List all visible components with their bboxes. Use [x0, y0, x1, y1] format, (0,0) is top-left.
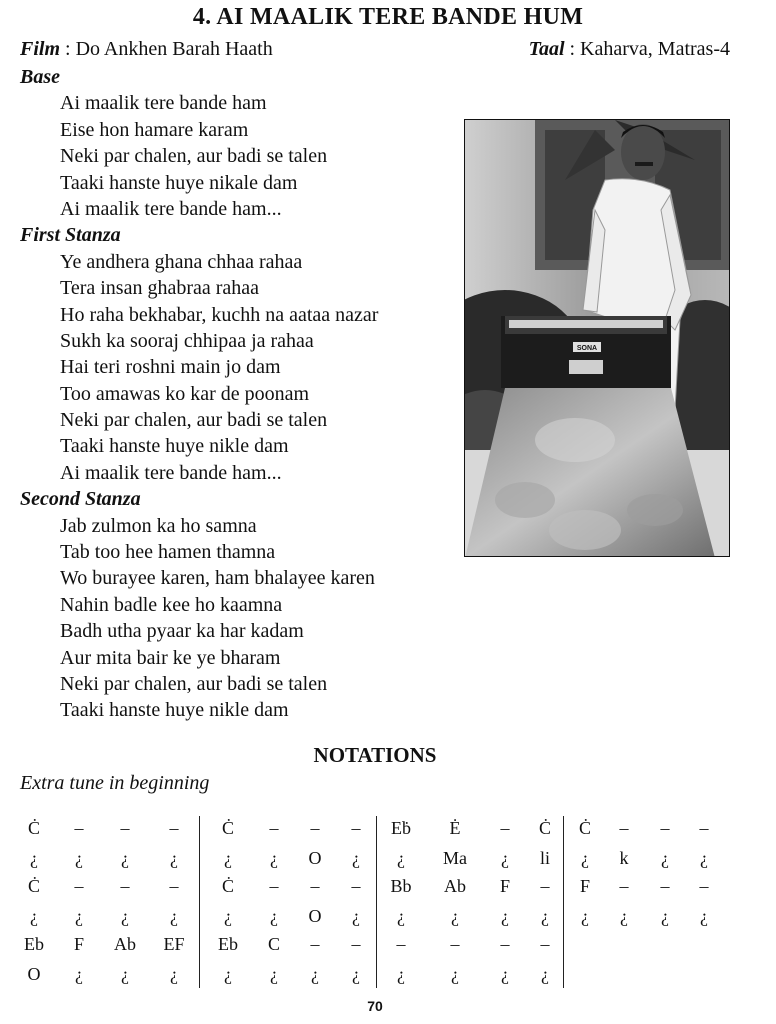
- notation-cell: –: [310, 818, 320, 838]
- film-info: [20, 38, 273, 61]
- notation-cell: Ab: [444, 876, 466, 896]
- lyric-line: Ai maalik tere bande ham...: [60, 461, 282, 484]
- notation-cell: Eb: [24, 934, 44, 954]
- notation-cell: –: [351, 934, 361, 954]
- lyric-line: Nahin badle kee ho kaamna: [60, 593, 283, 616]
- notation-cell: ¿: [352, 964, 360, 984]
- page-number: 70: [367, 998, 383, 1014]
- notation-cell: ¿: [397, 906, 405, 926]
- notation-cell: ¿: [170, 848, 178, 868]
- notation-cell: –: [396, 934, 406, 954]
- lyric-line: Badh utha pyaar ka har kadam: [60, 620, 304, 643]
- notation-cell: –: [699, 818, 709, 838]
- notation-cell: –: [699, 876, 709, 896]
- notation-cell: k: [619, 848, 629, 868]
- notation-cell: ¿: [661, 906, 669, 926]
- notation-cell: –: [500, 818, 510, 838]
- notation-cell: ¿: [397, 848, 405, 868]
- lyric-line: Tera insan ghabraa rahaa: [60, 277, 260, 300]
- notation-cell: EF: [163, 934, 185, 954]
- notation-cell: –: [310, 934, 320, 954]
- harmonium-player-photo: [464, 119, 730, 557]
- notation-cell: –: [540, 934, 550, 954]
- notation-cell: ¿: [224, 906, 232, 926]
- notation-cell: –: [450, 934, 460, 954]
- notation-cell: F: [579, 876, 590, 896]
- notation-cell: –: [660, 876, 670, 896]
- notation-cell: –: [120, 818, 130, 838]
- notation-cell: Bb: [390, 876, 412, 896]
- notation-cell: –: [351, 818, 361, 838]
- notation-cell: –: [74, 818, 84, 838]
- notation-cell: ¿: [541, 906, 549, 926]
- notation-cell: ¿: [170, 964, 178, 984]
- lyric-line: Tab too hee hamen thamna: [60, 541, 276, 564]
- section-heading: Base: [20, 66, 60, 88]
- lyric-line: Aur mita bair ke ye bharam: [60, 646, 281, 669]
- film-label: Film: [20, 38, 61, 60]
- notation-cell: Ċ: [221, 876, 234, 896]
- notation-cell: ¿: [700, 906, 708, 926]
- notation-cell: ¿: [700, 848, 708, 868]
- lyric-line: Neki par chalen, aur badi se talen: [60, 409, 328, 432]
- notation-cell: –: [120, 876, 130, 896]
- notation-grid: [0, 816, 776, 992]
- lyric-line: Jab zulmon ka ho samna: [60, 514, 257, 537]
- notation-cell: ¿: [352, 848, 360, 868]
- notation-cell: ¿: [270, 848, 278, 868]
- notations-heading: NOTATIONS: [313, 743, 437, 767]
- notations-subtitle: Extra tune in beginning: [20, 772, 210, 794]
- notation-cell: F: [499, 876, 510, 896]
- lyric-line: Sukh ka sooraj chhipaa ja rahaa: [60, 329, 314, 352]
- song-title: 4. AI MAALIK TERE BANDE HUM: [192, 4, 584, 30]
- notation-cell: –: [169, 876, 179, 896]
- notation-cell: ¿: [620, 906, 628, 926]
- notation-cell: ¿: [75, 964, 83, 984]
- harmonium-brand-label: SONA: [576, 345, 598, 352]
- notation-cell: ¿: [270, 906, 278, 926]
- notation-cell: Ċ: [538, 818, 551, 838]
- notation-cell: O: [308, 848, 322, 868]
- notation-cell: –: [269, 818, 279, 838]
- notation-cell: ¿: [170, 906, 178, 926]
- notation-cell: –: [351, 876, 361, 896]
- notation-cell: Ma: [443, 848, 467, 868]
- notation-cell: –: [500, 934, 510, 954]
- notation-cell: ¿: [224, 964, 232, 984]
- notation-cell: ¿: [75, 906, 83, 926]
- film-value: : Do Ankhen Barah Haath: [60, 38, 273, 60]
- notation-cell: ¿: [121, 848, 129, 868]
- notation-cell: ¿: [121, 906, 129, 926]
- notation-cell: ¿: [75, 848, 83, 868]
- notation-cell: –: [310, 876, 320, 896]
- notation-cell: ¿: [501, 848, 509, 868]
- lyric-line: Hai teri roshni main jo dam: [60, 356, 281, 379]
- notation-cell: –: [540, 876, 550, 896]
- lyric-line: Eise hon hamare karam: [60, 118, 249, 141]
- notation-cell: O: [308, 906, 322, 926]
- notation-cell: O: [27, 964, 41, 984]
- taal-label: Taal: [528, 38, 565, 60]
- notation-cell: ¿: [581, 848, 589, 868]
- notation-cell: ¿: [121, 964, 129, 984]
- notation-cell: C: [267, 934, 280, 954]
- lyric-line: Taaki hanste huye nikale dam: [60, 171, 298, 194]
- lyrics-block: [20, 64, 460, 724]
- notation-cell: ¿: [311, 964, 319, 984]
- section-heading: Second Stanza: [20, 488, 141, 511]
- lyric-line: Too amawas ko kar de poonam: [60, 382, 310, 405]
- taal-info: [529, 38, 730, 61]
- lyric-line: Ho raha bekhabar, kuchh na aataa nazar: [60, 303, 379, 326]
- notation-cell: Ċ: [221, 818, 234, 838]
- notation-cell: ¿: [661, 848, 669, 868]
- notation-cell: –: [660, 818, 670, 838]
- lyric-line: Wo burayee karen, ham bhalayee karen: [60, 567, 375, 590]
- notation-cell: –: [619, 876, 629, 896]
- notation-cell: –: [269, 876, 279, 896]
- section-heading: First Stanza: [20, 224, 121, 247]
- taal-value: : Kaharva, Matras-4: [564, 38, 730, 60]
- notation-cell: ¿: [451, 964, 459, 984]
- notation-cell: –: [74, 876, 84, 896]
- notation-cell: ¿: [581, 906, 589, 926]
- notation-cell: ¿: [224, 848, 232, 868]
- notation-cell: ¿: [397, 964, 405, 984]
- lyric-line: Ai maalik tere bande ham...: [60, 197, 282, 220]
- notation-cell: ¿: [30, 906, 38, 926]
- notation-cell: ¿: [451, 906, 459, 926]
- lyric-line: Ai maalik tere bande ham: [60, 92, 267, 115]
- notation-cell: Ė: [449, 818, 461, 838]
- notation-cell: ¿: [541, 964, 549, 984]
- lyric-line: Neki par chalen, aur badi se talen: [60, 145, 328, 168]
- notation-cell: Ċ: [27, 818, 40, 838]
- lyric-line: Neki par chalen, aur badi se talen: [60, 672, 328, 695]
- lyric-line: Taaki hanste huye nikle dam: [60, 435, 289, 458]
- notation-cell: ¿: [501, 906, 509, 926]
- notation-cell: Eḃ: [391, 818, 411, 838]
- lyric-line: Ye andhera ghana chhaa rahaa: [60, 250, 303, 273]
- notation-cell: –: [169, 818, 179, 838]
- notation-cell: –: [619, 818, 629, 838]
- notation-cell: li: [539, 848, 550, 868]
- notation-cell: Ċ: [27, 876, 40, 896]
- notation-cell: ¿: [270, 964, 278, 984]
- notation-cell: Eb: [218, 934, 238, 954]
- notation-cell: F: [73, 934, 84, 954]
- notation-cell: Ċ: [578, 818, 591, 838]
- notation-cell: ¿: [501, 964, 509, 984]
- notation-cell: ¿: [352, 906, 360, 926]
- notation-cell: ¿: [30, 848, 38, 868]
- lyric-line: Taaki hanste huye nikle dam: [60, 699, 289, 722]
- notation-cell: Ab: [114, 934, 136, 954]
